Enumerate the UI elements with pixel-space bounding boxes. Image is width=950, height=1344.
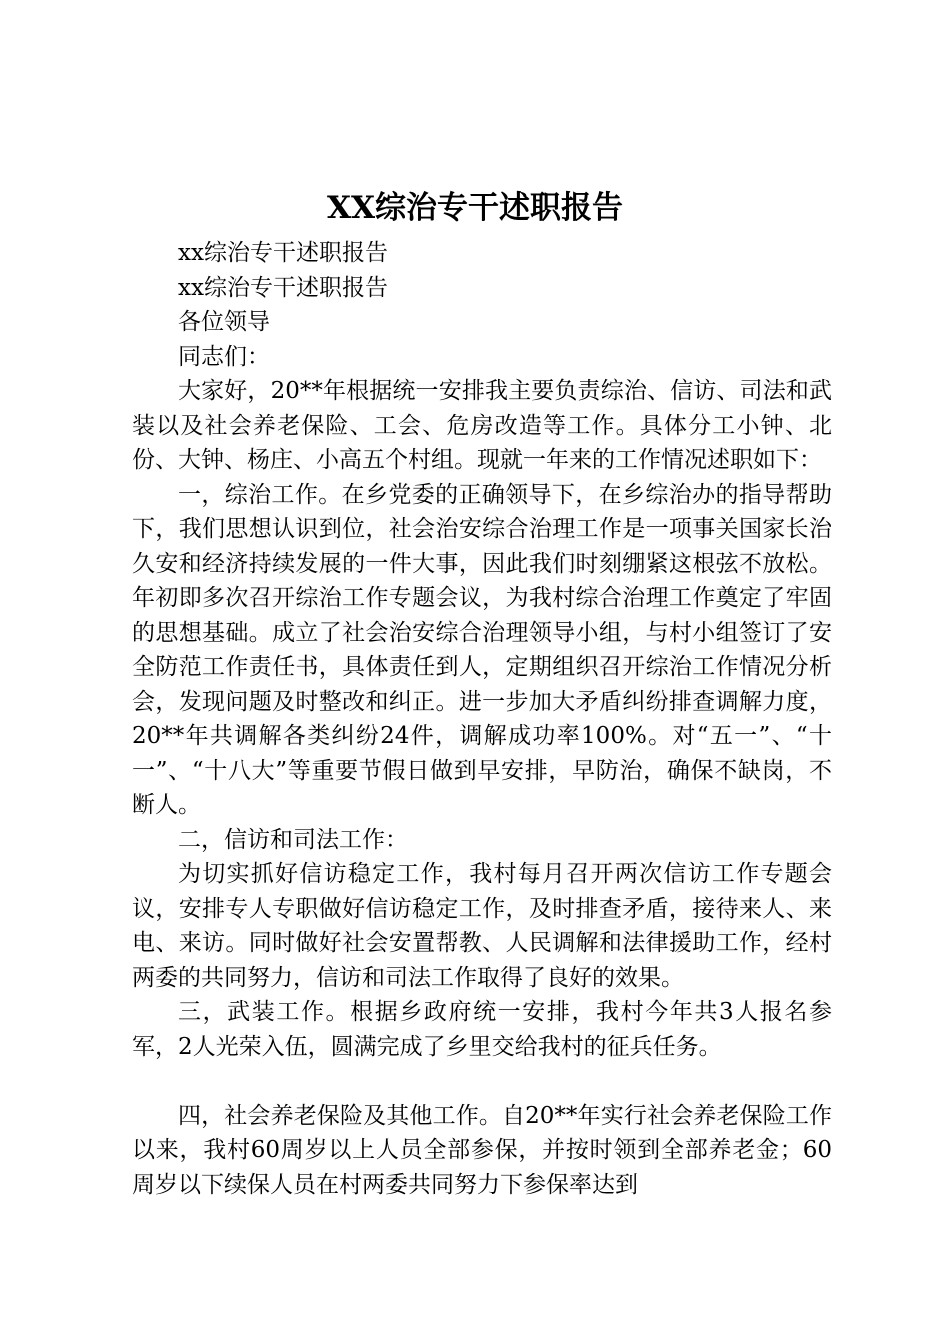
paragraph-salutation-leaders: 各位领导	[178, 309, 270, 335]
paragraph-section-2-heading: 二，信访和司法工作：	[178, 826, 408, 853]
paragraph-section-2-petition-justice: 为切实抓好信访稳定工作，我村每月召开两次信访工作专题会议，安排专人专职做好信访稳定工作，及时排查矛盾，接待来人、来电、来访。同时做好社会安置帮教、人民调解和法律援助工作，经村两委的共同努力，信访和司法工作取得了良好的效果。	[132, 861, 832, 991]
paragraph-section-4-pension-insurance: 四，社会养老保险及其他工作。自20**年实行社会养老保险工作以来，我村60周岁以上人员全部参保，并按时领到全部养老金；60周岁以下续保人员在村两委共同努力下参保率达到	[132, 1102, 832, 1198]
document-body	[132, 236, 832, 1202]
paragraph-section-3-armed-forces: 三，武装工作。根据乡政府统一安排，我村今年共3人报名参军，2人光荣入伍，圆满完成了乡里交给我村的征兵任务。	[132, 999, 832, 1060]
paragraph-heading-repeat-2: xx综治专干述职报告	[178, 274, 388, 301]
document-title: XX综治专干述职报告	[326, 190, 624, 226]
paragraph-intro: 大家好，20**年根据统一安排我主要负责综治、信访、司法和武装以及社会养老保险、工会、危房改造等工作。具体分工小钟、北份、大钟、杨庄、小高五个村组。现就一年来的工作情况述职如下：	[132, 378, 832, 473]
paragraph-heading-repeat-1: xx综治专干述职报告	[178, 240, 388, 266]
paragraph-section-1-comprehensive-governance: 一，综治工作。在乡党委的正确领导下，在乡综治办的指导帮助下，我们思想认识到位，社会治安综合治理工作是一项事关国家长治久安和经济持续发展的一件大事，因此我们时刻绷紧这根弦不放松。年初即多次召开综治工作专题会议，为我村综合治理工作奠定了牢固的思想基础。成立了社会治安综合治理领导小组，与村小组签订了安全防范工作责任书，具体责任到人，定期组织召开综治工作情况分析会，发现问题及时整改和纠正。进一步加大矛盾纠纷排查调解力度，20**年共调解各类纠纷24件，调解成功率100%。对“五一”、“十一”、“十八大”等重要节假日做到早安排，早防治，确保不缺岗，不断人。	[132, 481, 832, 818]
paragraph-salutation-comrades: 同志们：	[178, 343, 270, 370]
